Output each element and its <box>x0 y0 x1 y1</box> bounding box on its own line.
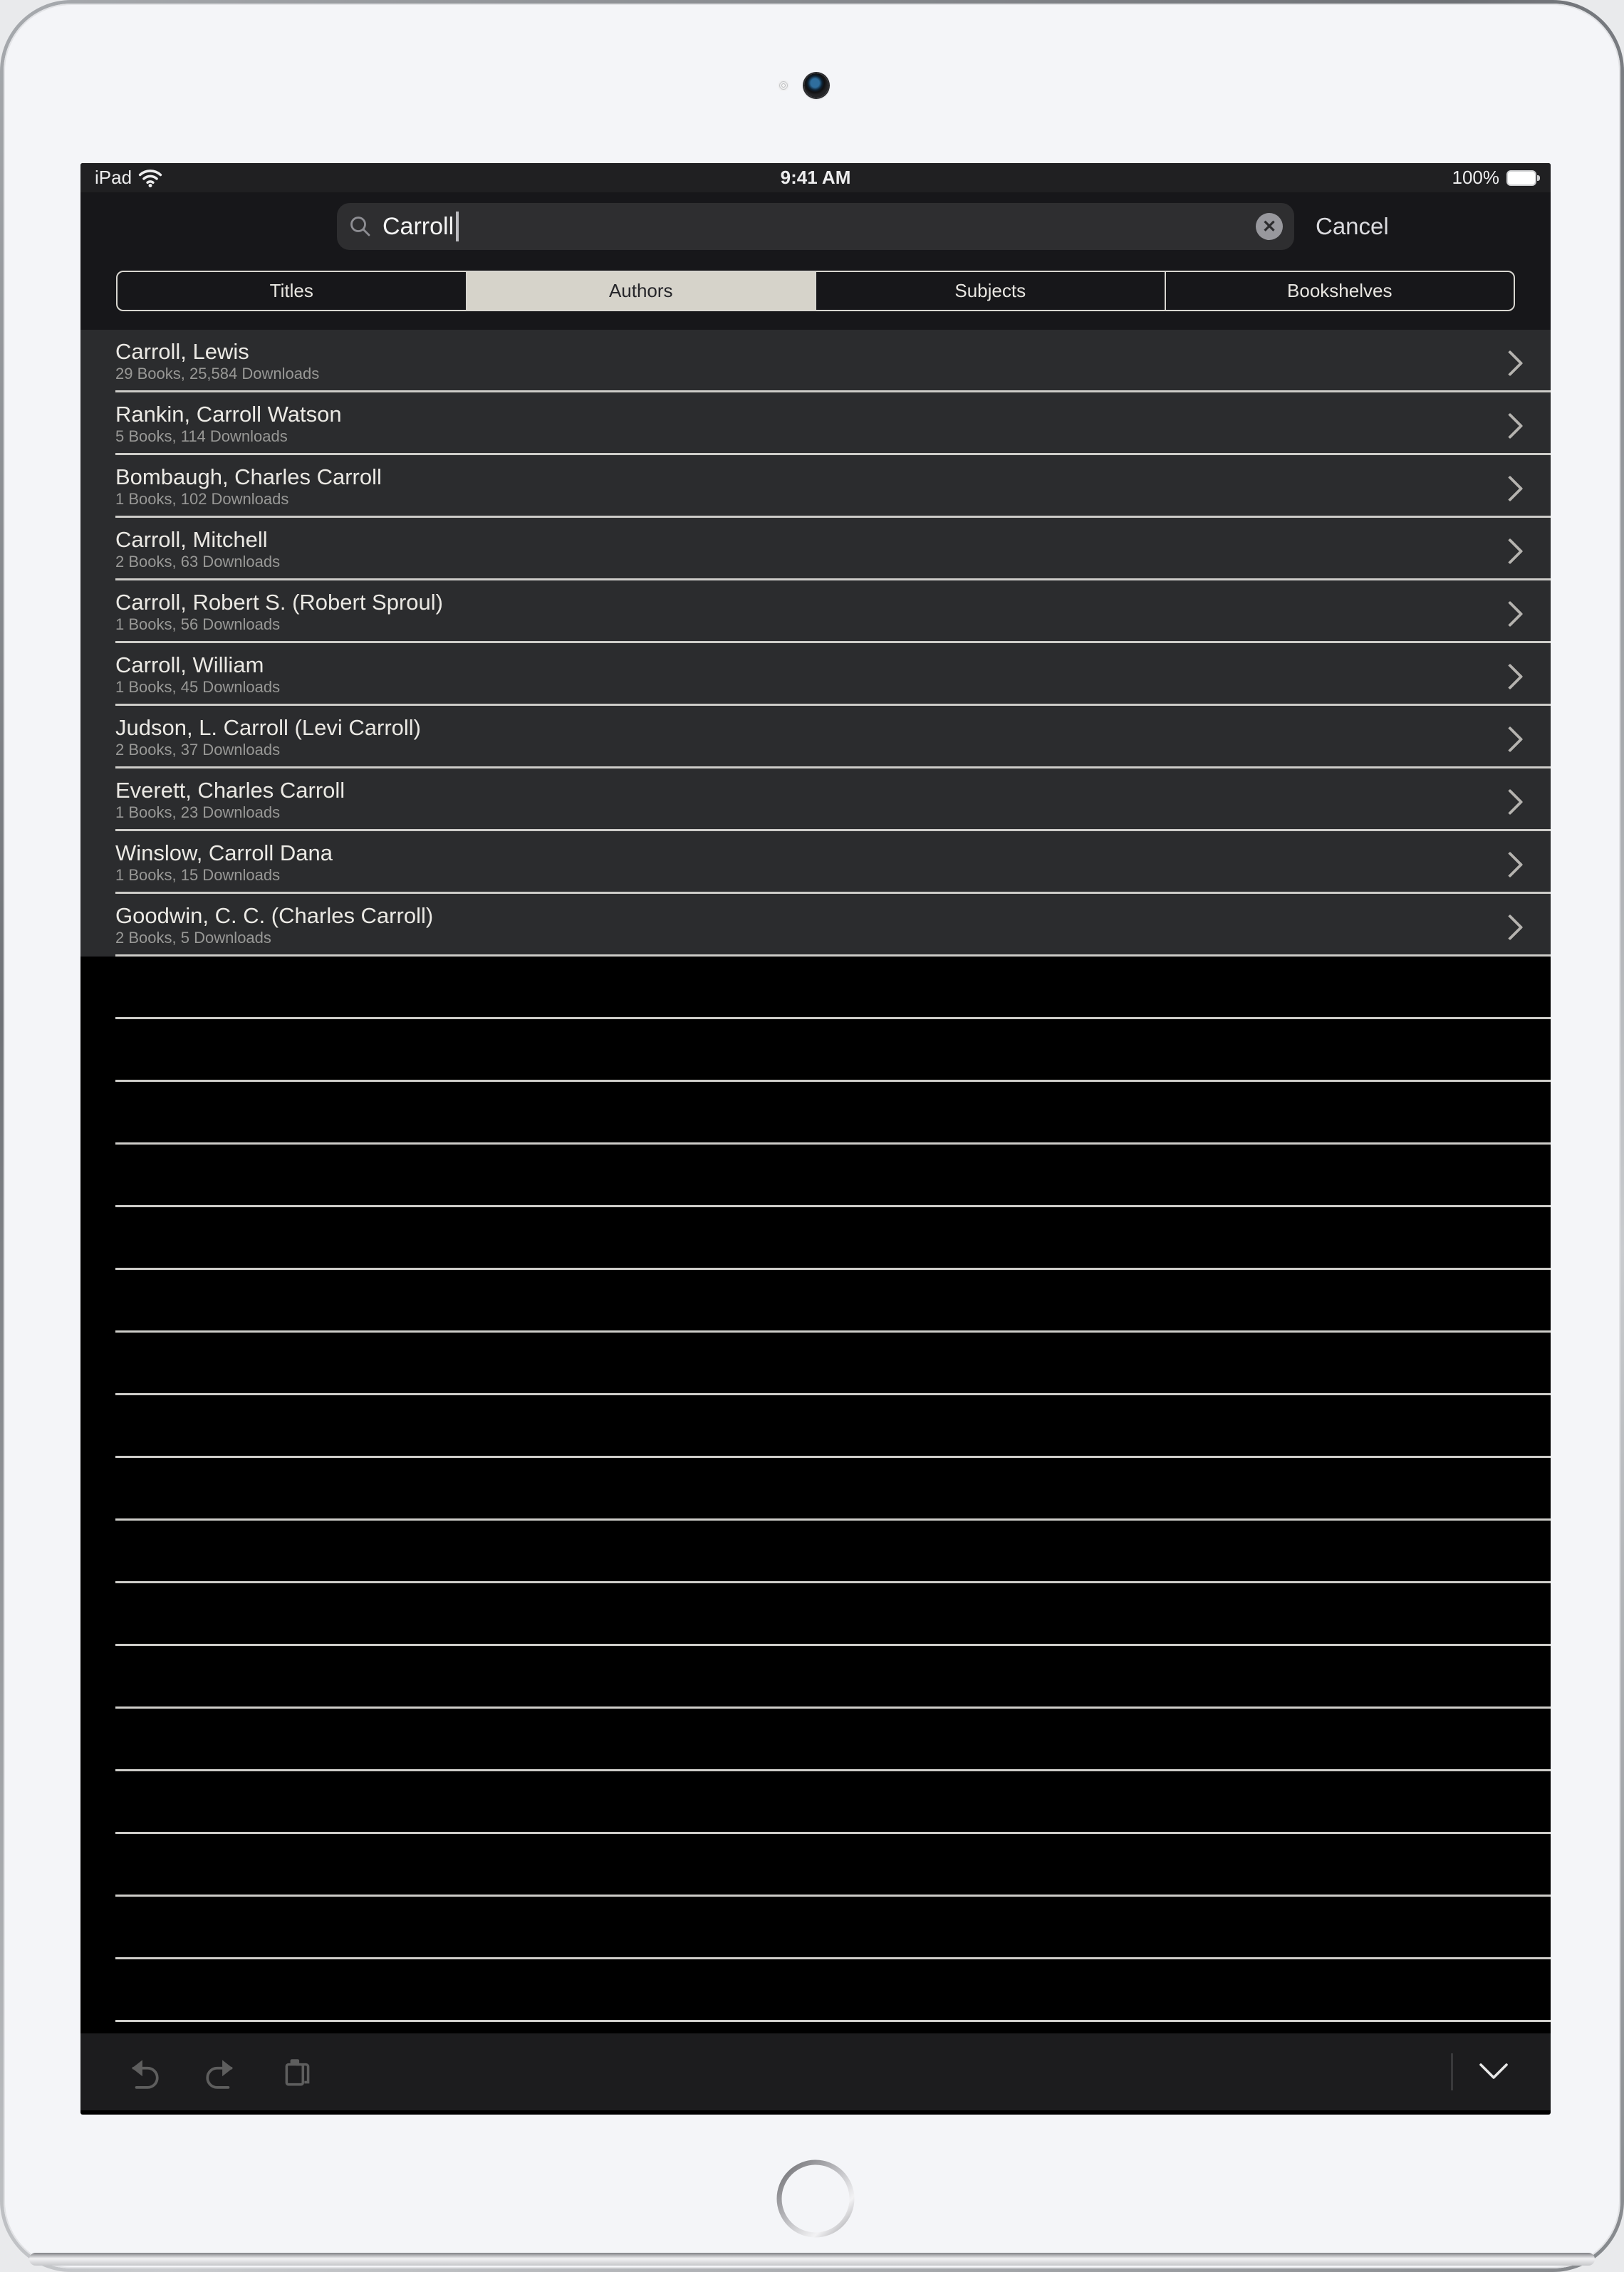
keyboard-accessory-toolbar <box>80 2033 1551 2110</box>
author-detail: 1 Books, 45 Downloads <box>115 678 281 696</box>
list-item[interactable] <box>80 580 1551 643</box>
tab-bookshelves[interactable]: Bookshelves <box>1165 272 1514 310</box>
list-item[interactable] <box>80 330 1551 392</box>
list-item[interactable] <box>80 518 1551 580</box>
carrier-label: iPad <box>95 167 132 188</box>
wifi-icon <box>138 169 162 187</box>
author-name: Carroll, Lewis <box>115 339 249 364</box>
undo-icon[interactable] <box>126 2054 162 2090</box>
author-detail: 1 Books, 23 Downloads <box>115 803 281 821</box>
author-name: Everett, Charles Carroll <box>115 778 345 803</box>
author-detail: 2 Books, 63 Downloads <box>115 553 281 570</box>
search-icon <box>348 214 373 239</box>
empty-list-region <box>80 957 1551 2033</box>
author-detail: 2 Books, 5 Downloads <box>115 929 271 947</box>
list-item[interactable] <box>80 455 1551 518</box>
author-detail: 1 Books, 102 Downloads <box>115 490 289 508</box>
search-scope-tabs <box>116 271 1515 311</box>
tab-titles[interactable]: Titles <box>269 280 313 301</box>
author-detail: 2 Books, 37 Downloads <box>115 741 281 759</box>
screen <box>80 163 1551 2115</box>
home-button[interactable] <box>775 2158 856 2239</box>
search-input[interactable] <box>337 203 1294 250</box>
author-detail: 1 Books, 15 Downloads <box>115 866 281 884</box>
author-name: Winslow, Carroll Dana <box>115 840 333 865</box>
author-detail: 29 Books, 25,584 Downloads <box>115 365 320 382</box>
light-sensor <box>778 80 789 91</box>
results-list <box>80 330 1551 957</box>
clock: 9:41 AM <box>780 167 851 188</box>
list-item[interactable] <box>80 894 1551 957</box>
author-name: Judson, L. Carroll (Levi Carroll) <box>115 715 421 740</box>
author-detail: 1 Books, 56 Downloads <box>115 615 281 633</box>
redo-icon[interactable] <box>203 2054 239 2090</box>
author-name: Carroll, Mitchell <box>115 527 268 552</box>
list-item[interactable] <box>80 768 1551 831</box>
front-camera <box>804 73 828 98</box>
tab-authors[interactable]: Authors <box>466 272 816 310</box>
author-name: Bombaugh, Charles Carroll <box>115 464 382 489</box>
battery-percent-label: 100% <box>1452 167 1499 188</box>
cancel-button[interactable]: Cancel <box>1316 213 1389 239</box>
author-detail: 5 Books, 114 Downloads <box>115 427 288 445</box>
battery-icon <box>1506 170 1536 186</box>
status-bar <box>80 163 1551 192</box>
list-item[interactable] <box>80 392 1551 455</box>
list-item[interactable] <box>80 706 1551 768</box>
author-name: Carroll, William <box>115 652 264 677</box>
author-name: Carroll, Robert S. (Robert Sproul) <box>115 590 443 615</box>
clear-icon[interactable]: ✕ <box>1256 213 1283 240</box>
list-item[interactable] <box>80 643 1551 706</box>
dismiss-keyboard-icon[interactable] <box>1475 2055 1512 2088</box>
paste-icon[interactable] <box>280 2054 316 2090</box>
search-header <box>80 192 1551 330</box>
list-item[interactable] <box>80 831 1551 894</box>
empty-row-separators <box>115 957 1551 2033</box>
text-cursor <box>456 212 459 241</box>
search-value: Carroll <box>382 212 454 240</box>
device-bottom-edge <box>29 2253 1595 2266</box>
author-name: Rankin, Carroll Watson <box>115 402 342 427</box>
toolbar-divider <box>1451 2053 1453 2090</box>
ipad-front-bezel <box>4 4 1620 2268</box>
author-name: Goodwin, C. C. (Charles Carroll) <box>115 903 434 928</box>
tab-subjects[interactable]: Subjects <box>815 272 1165 310</box>
